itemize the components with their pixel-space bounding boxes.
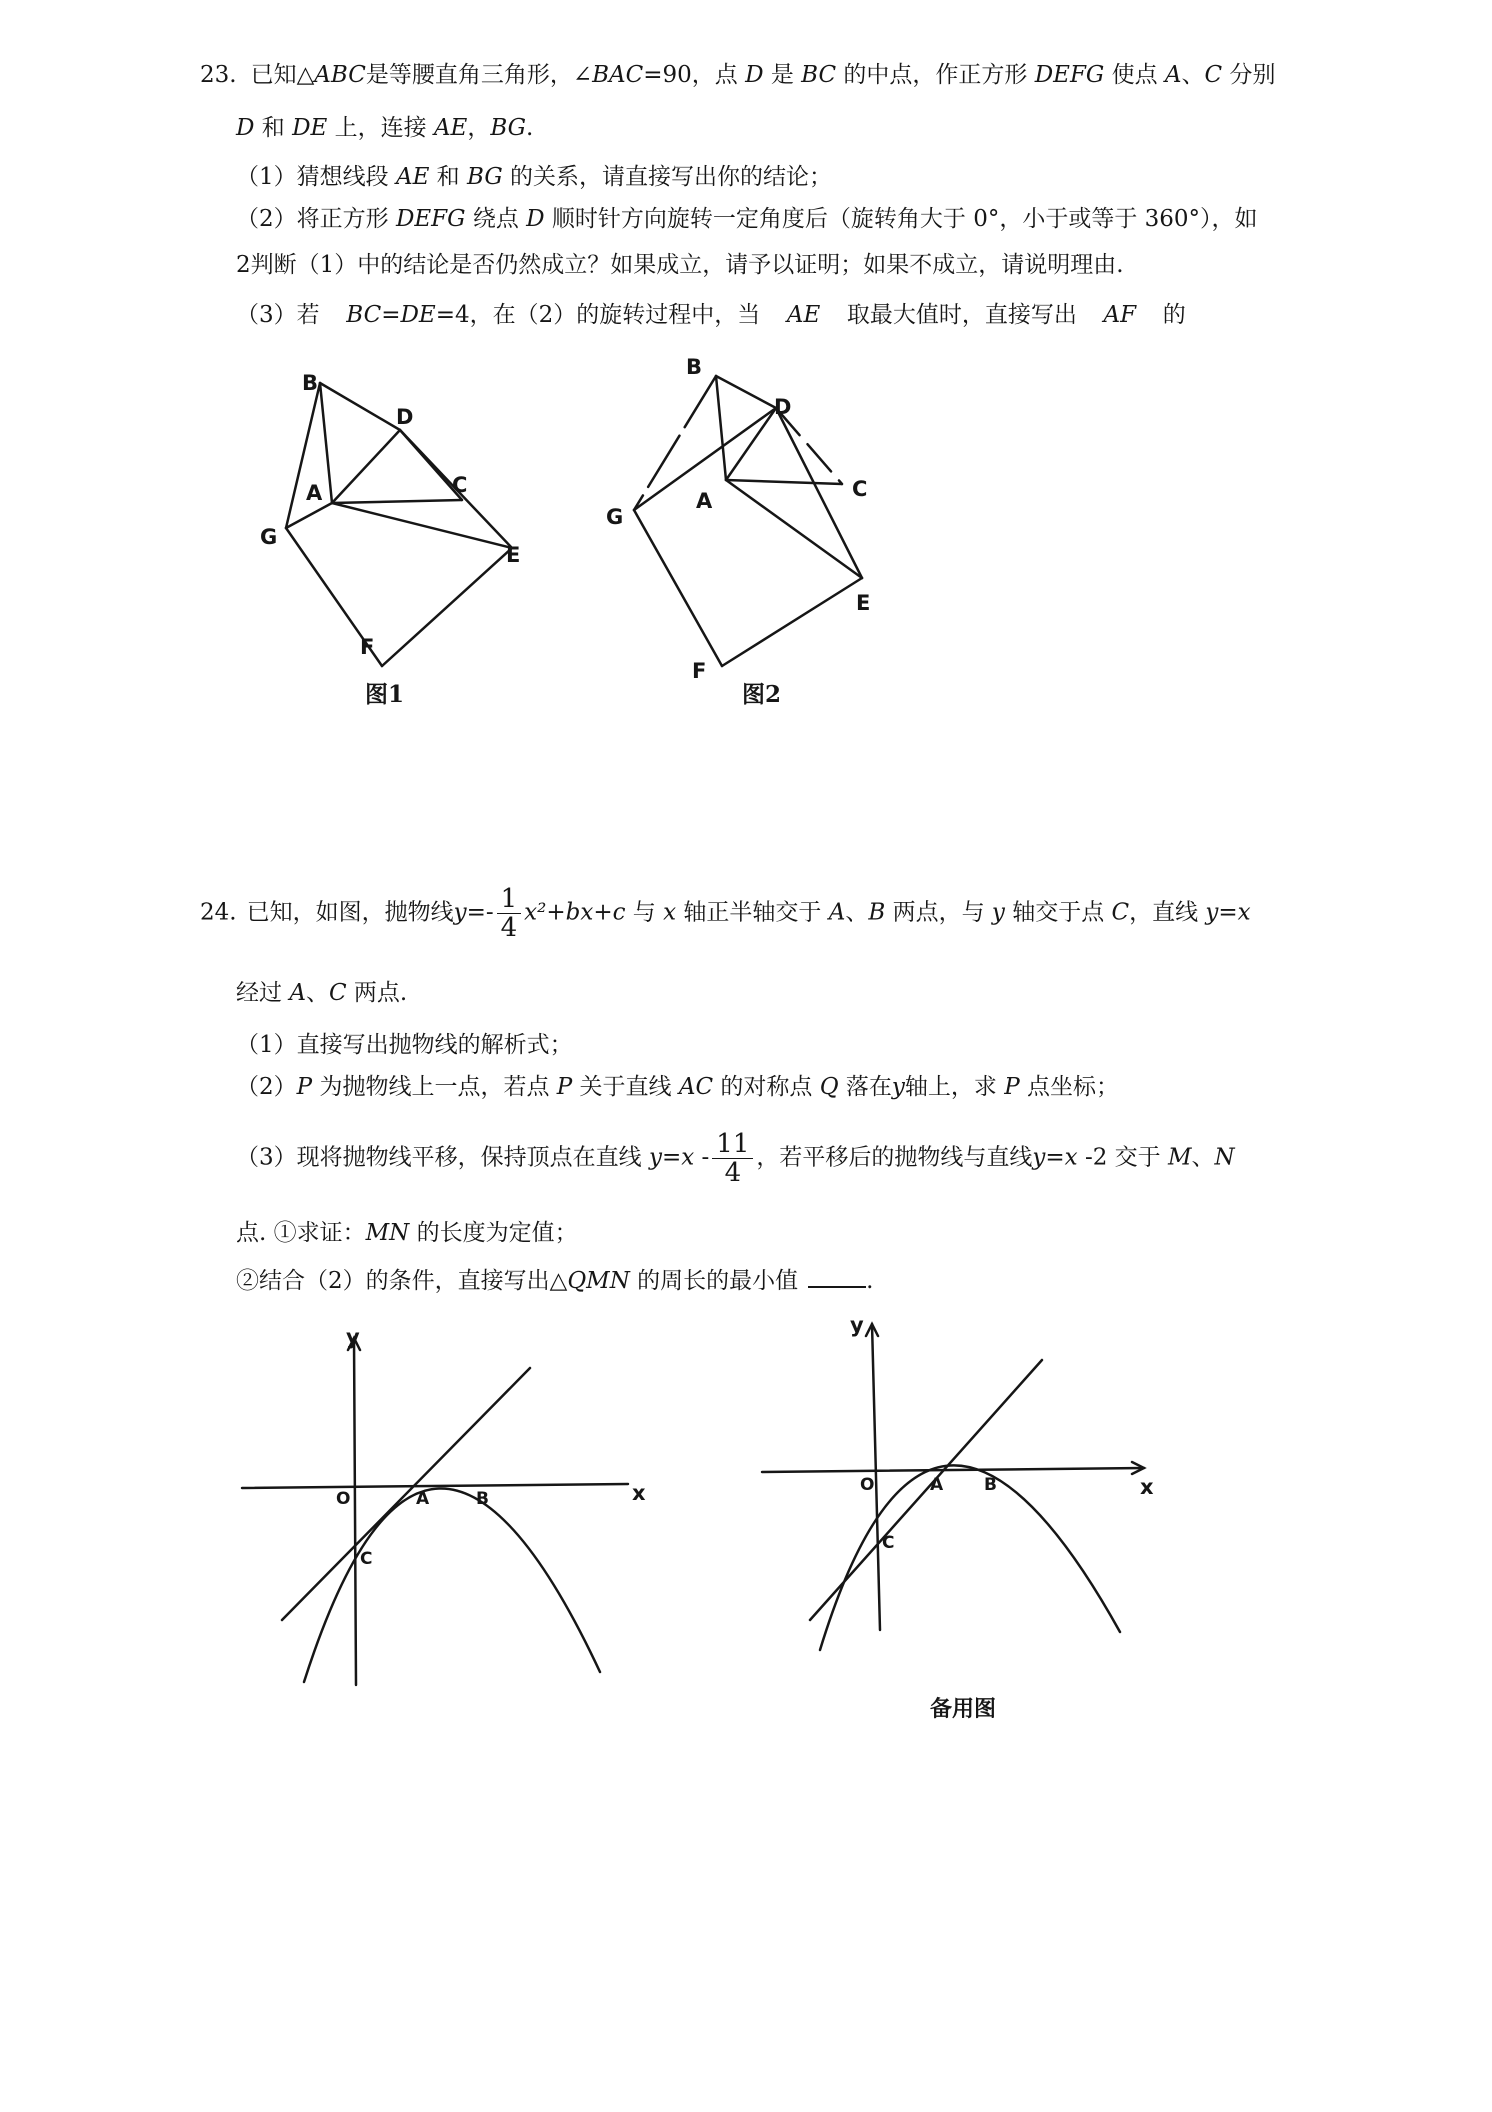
label-E: E	[856, 591, 871, 615]
label-A: A	[696, 489, 713, 513]
label-F: F	[692, 659, 707, 683]
label-C: C	[360, 1549, 373, 1569]
q23-part3: （3）若 BC=DE=4，在（2）的旋转过程中，当 AE 取最大值时，直接写出 AF 的	[236, 302, 1186, 328]
label-A: A	[930, 1475, 944, 1495]
label-E: E	[506, 543, 521, 567]
q24-graph-2-caption: 备用图	[930, 1696, 997, 1722]
seg-GA	[286, 503, 332, 528]
q24-stem-line1: 24. 已知，如图，抛物线y=- $\frac{1}{4}$ x²+bx+c 与 x 轴正半轴交于 A、B 两点，与 y 轴交于点 C，直线 y=x	[200, 884, 1251, 943]
seg-DE	[776, 408, 862, 578]
label-D: D	[774, 395, 792, 419]
q23-stem-line1: 23. 已知△ABC是等腰直角三角形，∠BAC=90，点 D 是 BC 的中点，作正方形 DEFG 使点 A、C 分别	[200, 62, 1276, 88]
label-x: x	[632, 1481, 646, 1505]
seg-AC	[726, 480, 842, 484]
label-x: x	[1140, 1475, 1154, 1499]
q23-figure-1-caption: 图1	[365, 681, 405, 708]
q24-stem-line2: 经过 A、C 两点.	[236, 980, 408, 1006]
label-B: B	[476, 1489, 489, 1509]
seg-FE	[722, 578, 862, 666]
seg-AD	[726, 408, 776, 480]
y-axis	[354, 1338, 356, 1685]
label-O: O	[336, 1489, 351, 1509]
label-D: D	[396, 405, 414, 429]
q24-coefficient-fraction: $\frac{1}{4}$	[497, 885, 522, 942]
q23-part1: （1）猜想线段 AE 和 BG 的关系，请直接写出你的结论；	[236, 164, 832, 190]
seg-AE	[332, 503, 512, 548]
label-G: G	[260, 525, 278, 549]
label-B: B	[984, 1475, 997, 1495]
q24-part3-line1: （3）现将抛物线平移，保持顶点在直线 y=x - $\frac{11}{4}$ ，若平移后的抛物线与直线y=x -2 交于 M、N	[236, 1129, 1235, 1188]
x-axis	[242, 1484, 628, 1488]
label-A: A	[306, 481, 323, 505]
q23-stem-line2: D 和 DE 上，连接 AE，BG.	[236, 115, 534, 141]
q24-graph-1	[240, 1320, 680, 1700]
q24-graph-2	[760, 1310, 1180, 1700]
label-C: C	[852, 477, 868, 501]
answer-blank[interactable]	[808, 1266, 866, 1288]
label-A: A	[416, 1489, 430, 1509]
label-y: y	[346, 1325, 360, 1349]
label-y: y	[850, 1313, 864, 1337]
q23-figure-1	[250, 360, 570, 690]
seg-FE	[382, 548, 512, 666]
q23-figure-2-caption: 图2	[742, 681, 782, 708]
q24-part3-line3: ②结合（2）的条件，直接写出△QMN 的周长的最小值 .	[236, 1268, 874, 1294]
label-G: G	[606, 505, 624, 529]
seg-BA	[716, 376, 726, 480]
label-B: B	[686, 355, 703, 379]
q23-figure-2	[600, 350, 920, 690]
label-O: O	[860, 1475, 875, 1495]
label-C: C	[882, 1533, 895, 1553]
seg-BD	[716, 376, 776, 408]
line-y-eq-x	[282, 1368, 530, 1620]
parabola	[304, 1488, 600, 1682]
label-F: F	[360, 635, 375, 659]
q24-part3-line2: 点. ①求证：MN 的长度为定值；	[236, 1220, 578, 1246]
label-C: C	[452, 473, 468, 497]
q23-part2-line2: 2判断（1）中的结论是否仍然成立？如果成立，请予以证明；如果不成立，请说明理由.	[236, 252, 1124, 278]
x-axis	[762, 1468, 1144, 1472]
q24-part2: （2）P 为抛物线上一点，若点 P 关于直线 AC 的对称点 Q 落在y轴上，求 P 点坐标；	[236, 1074, 1119, 1100]
q24-vertex-fraction: $\frac{11}{4}$	[712, 1130, 753, 1187]
seg-BD	[320, 383, 400, 430]
q23-part2-line1: （2）将正方形 DEFG 绕点 D 顺时针方向旋转一定角度后（旋转角大于 0°，小于或等于 360°），如	[236, 206, 1258, 232]
seg-GF	[634, 510, 722, 666]
label-B: B	[302, 371, 319, 395]
q24-part1: （1）直接写出抛物线的解析式；	[236, 1032, 573, 1058]
seg-AC	[332, 500, 462, 503]
seg-BG	[286, 383, 320, 528]
seg-AE	[726, 480, 862, 578]
seg-AD	[332, 430, 400, 503]
